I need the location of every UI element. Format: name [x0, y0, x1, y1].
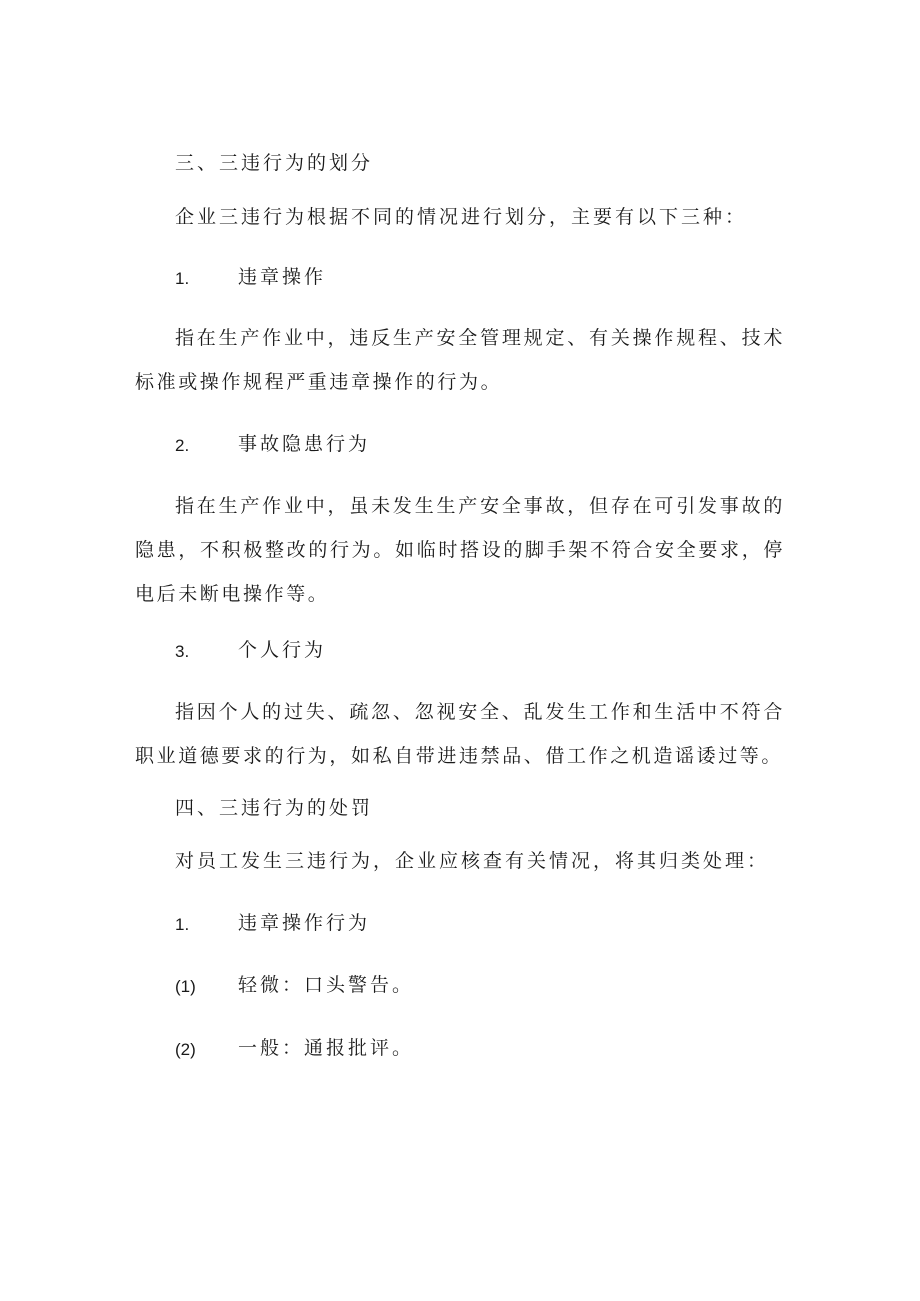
item-3-title: 个人行为: [238, 639, 327, 661]
item-3-number: 3.: [175, 642, 190, 661]
penalty-subitem-2-number: (2): [175, 1040, 196, 1059]
penalty-subitem-1-number: (1): [175, 977, 196, 996]
item-1-description: 指在生产作业中，违反生产安全管理规定、有关操作规程、技术标准或操作规程严重违章操作的行为。: [135, 327, 785, 393]
penalty-item-1-number: 1.: [175, 915, 190, 934]
penalty-subitem-2-text: 一般：通报批评。: [238, 1037, 415, 1059]
item-1-number: 1.: [175, 269, 190, 288]
penalty-item-1-title: 违章操作行为: [238, 912, 371, 934]
item-2-description: 指在生产作业中，虽未发生生产安全事故，但存在可引发事故的隐患，不积极整改的行为。如临时搭设的脚手架不符合安全要求，停电后未断电操作等。: [135, 495, 785, 605]
section-4-heading: 四、三违行为的处罚: [175, 797, 374, 819]
penalty-subitem-1-text: 轻微：口头警告。: [238, 974, 415, 996]
item-3-description: 指因个人的过失、疏忽、忽视安全、乱发生工作和生活中不符合职业道德要求的行为，如私自带进违禁品、借工作之机造谣诿过等。: [135, 701, 785, 767]
item-2-number: 2.: [175, 436, 190, 455]
section-3-intro: 企业三违行为根据不同的情况进行划分，主要有以下三种：: [175, 206, 748, 228]
item-2-title: 事故隐患行为: [238, 433, 371, 455]
item-1-title: 违章操作: [238, 266, 327, 288]
section-3-heading: 三、三违行为的划分: [175, 152, 374, 174]
section-4-intro: 对员工发生三违行为，企业应核查有关情况，将其归类处理：: [175, 850, 770, 872]
